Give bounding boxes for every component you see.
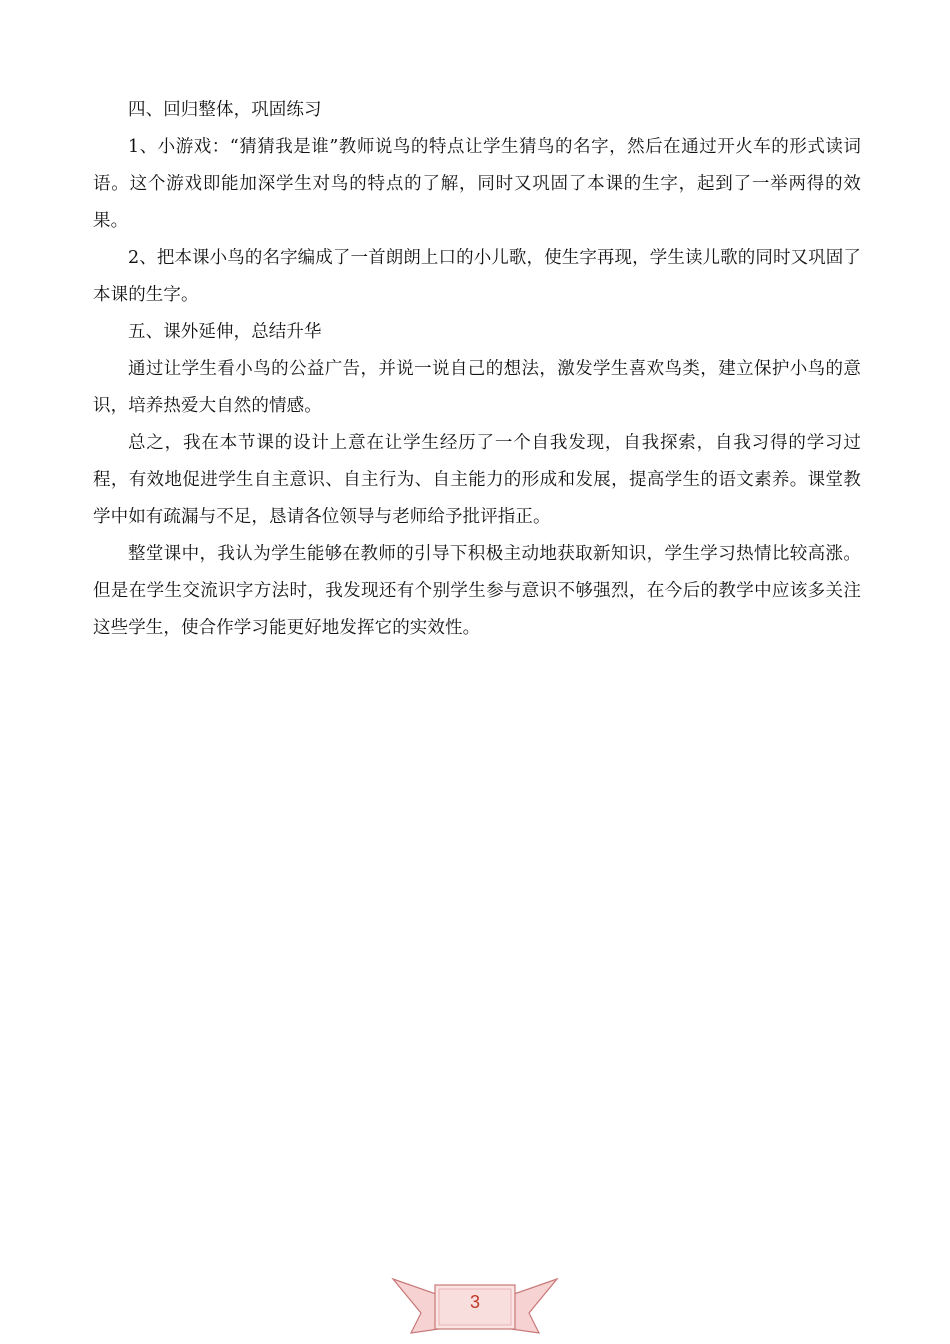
page-number-badge — [391, 1273, 559, 1339]
paragraph-reflection: 整堂课中，我认为学生能够在教师的引导下积极主动地获取新知识，学生学习热情比较高涨。但是在学生交流识字方法时，我发现还有个别学生参与意识不够强烈，在今后的教学中应该多关注这些学生，使合作学习能更好地发挥它的实效性。 — [93, 544, 861, 638]
page-number: 3 — [469, 1292, 480, 1312]
paragraph-game: 1、小游戏：“猜猜我是谁”教师说鸟的特点让学生猜鸟的名字，然后在通过开火车的形式读词语。这个游戏即能加深学生对鸟的特点的了解，同时又巩固了本课的生字，起到了一举两得的效果。 — [93, 137, 861, 231]
section-heading-review: 四、回归整体，巩固练习 — [128, 100, 322, 120]
paragraph-public-ad: 通过让学生看小鸟的公益广告，并说一说自己的想法，激发学生喜欢鸟类，建立保护小鸟的意识，培养热爱大自然的情感。 — [93, 359, 861, 416]
paragraph-song: 2、把本课小鸟的名字编成了一首朗朗上口的小儿歌，使生字再现，学生读儿歌的同时又巩固了本课的生字。 — [93, 248, 861, 305]
paragraph-summary: 总之，我在本节课的设计上意在让学生经历了一个自我发现，自我探索，自我习得的学习过程，有效地促进学生自主意识、自主行为、自主能力的形成和发展，提高学生的语文素养。课堂教学中如有疏漏与不足，恳请各位领导与老师给予批评指正。 — [93, 433, 861, 527]
section-heading-extension: 五、课外延伸，总结升华 — [128, 322, 322, 342]
document-body — [93, 92, 861, 647]
